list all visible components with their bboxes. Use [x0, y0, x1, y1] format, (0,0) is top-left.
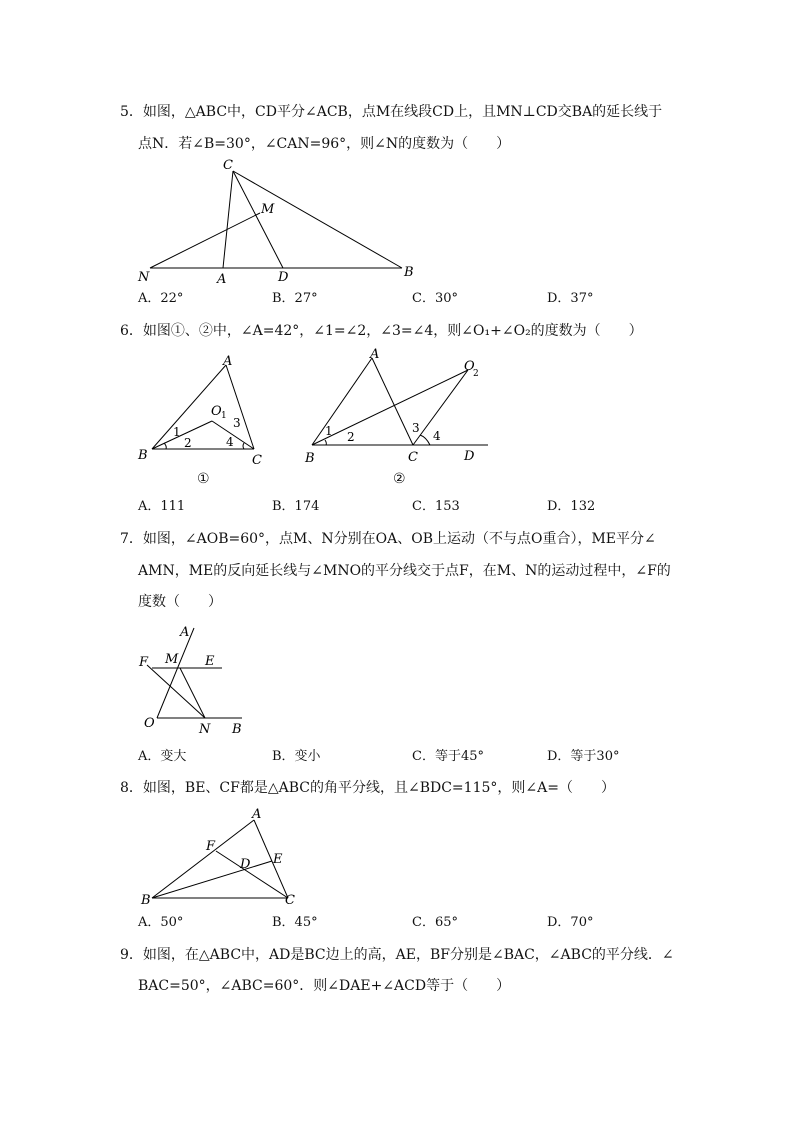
q7-option-a[interactable]: A．变大	[138, 749, 187, 764]
q7-option-b[interactable]: B．变小	[272, 749, 321, 764]
q9-line-2: BAC=50°，∠ABC=60°．则∠DAE+∠ACD等于（ ）	[138, 978, 511, 994]
q5-label-B: B	[404, 265, 414, 280]
q6f1-angle-1: 1	[173, 425, 181, 439]
q6-option-a[interactable]: A．111	[138, 499, 186, 514]
q8-option-c[interactable]: C．65°	[412, 915, 458, 930]
q6f2-angle-3: 3	[412, 421, 420, 435]
q8-option-d[interactable]: D．70°	[547, 915, 594, 930]
q6f1-label-O: O	[211, 404, 222, 419]
q6f2-angle-2: 2	[347, 430, 355, 444]
q7-label-A: A	[180, 625, 190, 640]
q5-label-M: M	[261, 202, 275, 217]
q8-label-A: A	[252, 807, 262, 822]
q7-label-B: B	[232, 722, 242, 737]
q5-option-a[interactable]: A．22°	[138, 291, 184, 306]
q5-label-A: A	[217, 272, 227, 287]
q6f1-angle-2: 2	[184, 436, 192, 450]
q7-option-c[interactable]: C．等于45°	[412, 749, 484, 764]
q7-line-2: AMN，ME的反向延长线与∠MNO的平分线交于点F，在M、N的运动过程中，∠F的	[138, 563, 671, 579]
q8-label-E: E	[273, 852, 283, 867]
q6f1-angle-3: 3	[233, 416, 241, 430]
q6f2-angle-4: 4	[433, 429, 441, 443]
q6f2-label-C: C	[408, 450, 418, 465]
q5-option-c[interactable]: C．30°	[412, 291, 458, 306]
q7-option-d[interactable]: D．等于30°	[547, 749, 620, 764]
q6f2-label-O-sub: 2	[473, 369, 479, 379]
q7-label-O: O	[144, 716, 155, 731]
q6-option-c[interactable]: C．153	[412, 499, 460, 514]
q8-line-1: 8．如图，BE、CF都是△ABC的角平分线，且∠BDC=115°，则∠A=（ ）	[120, 780, 615, 796]
q9-line-1: 9．如图，在△ABC中，AD是BC边上的高，AE，BF分别是∠BAC，∠ABC的平分线．∠	[120, 947, 674, 963]
q6f2-angle-1: 1	[325, 424, 333, 438]
q6f2-label-D: D	[464, 449, 475, 464]
q7-label-M: M	[165, 652, 179, 667]
q6-option-b[interactable]: B．174	[272, 499, 320, 514]
q6f1-label-C: C	[252, 453, 262, 468]
q8-label-D: D	[240, 857, 251, 872]
q6f1-label-O-sub: 1	[221, 411, 227, 421]
q5-option-b[interactable]: B．27°	[272, 291, 318, 306]
q6-figure-2-caption: ②	[393, 471, 406, 487]
q5-label-C: C	[223, 158, 233, 173]
q6f2-label-B: B	[305, 451, 315, 466]
q6f1-label-A: A	[223, 354, 233, 369]
q8-option-b[interactable]: B．45°	[272, 915, 318, 930]
q6-option-d[interactable]: D．132	[547, 499, 596, 514]
q8-label-F: F	[206, 839, 216, 854]
q5-label-N: N	[138, 270, 150, 285]
q7-line-3: 度数（ ）	[138, 594, 222, 610]
q8-label-B: B	[141, 893, 151, 908]
q6-line-1: 6．如图①、②中，∠A=42°，∠1=∠2，∠3=∠4，则∠O₁+∠O₂的度数为（ ）	[120, 323, 643, 339]
q6f2-label-O: O	[464, 359, 475, 374]
q8-option-a[interactable]: A．50°	[138, 915, 184, 930]
q5-label-D: D	[278, 270, 289, 285]
q5-line-1: 5．如图，△ABC中，CD平分∠ACB，点M在线段CD上，且MN⊥CD交BA的延长线于	[120, 104, 663, 120]
q7-label-N: N	[199, 722, 211, 737]
q7-line-1: 7．如图，∠AOB=60°，点M、N分别在OA、OB上运动（不与点O重合），ME平分∠	[120, 531, 656, 547]
q7-label-E: E	[205, 654, 215, 669]
q5-line-2: 点N．若∠B=30°，∠CAN=96°，则∠N的度数为（ ）	[138, 136, 511, 152]
q6f1-label-B: B	[138, 448, 148, 463]
q6f1-angle-4: 4	[226, 435, 234, 449]
q5-option-d[interactable]: D．37°	[547, 291, 594, 306]
q8-label-C: C	[285, 893, 295, 908]
q6-figure-1-caption: ①	[197, 471, 210, 487]
q6f2-label-A: A	[370, 347, 380, 362]
q7-label-F: F	[139, 655, 149, 670]
